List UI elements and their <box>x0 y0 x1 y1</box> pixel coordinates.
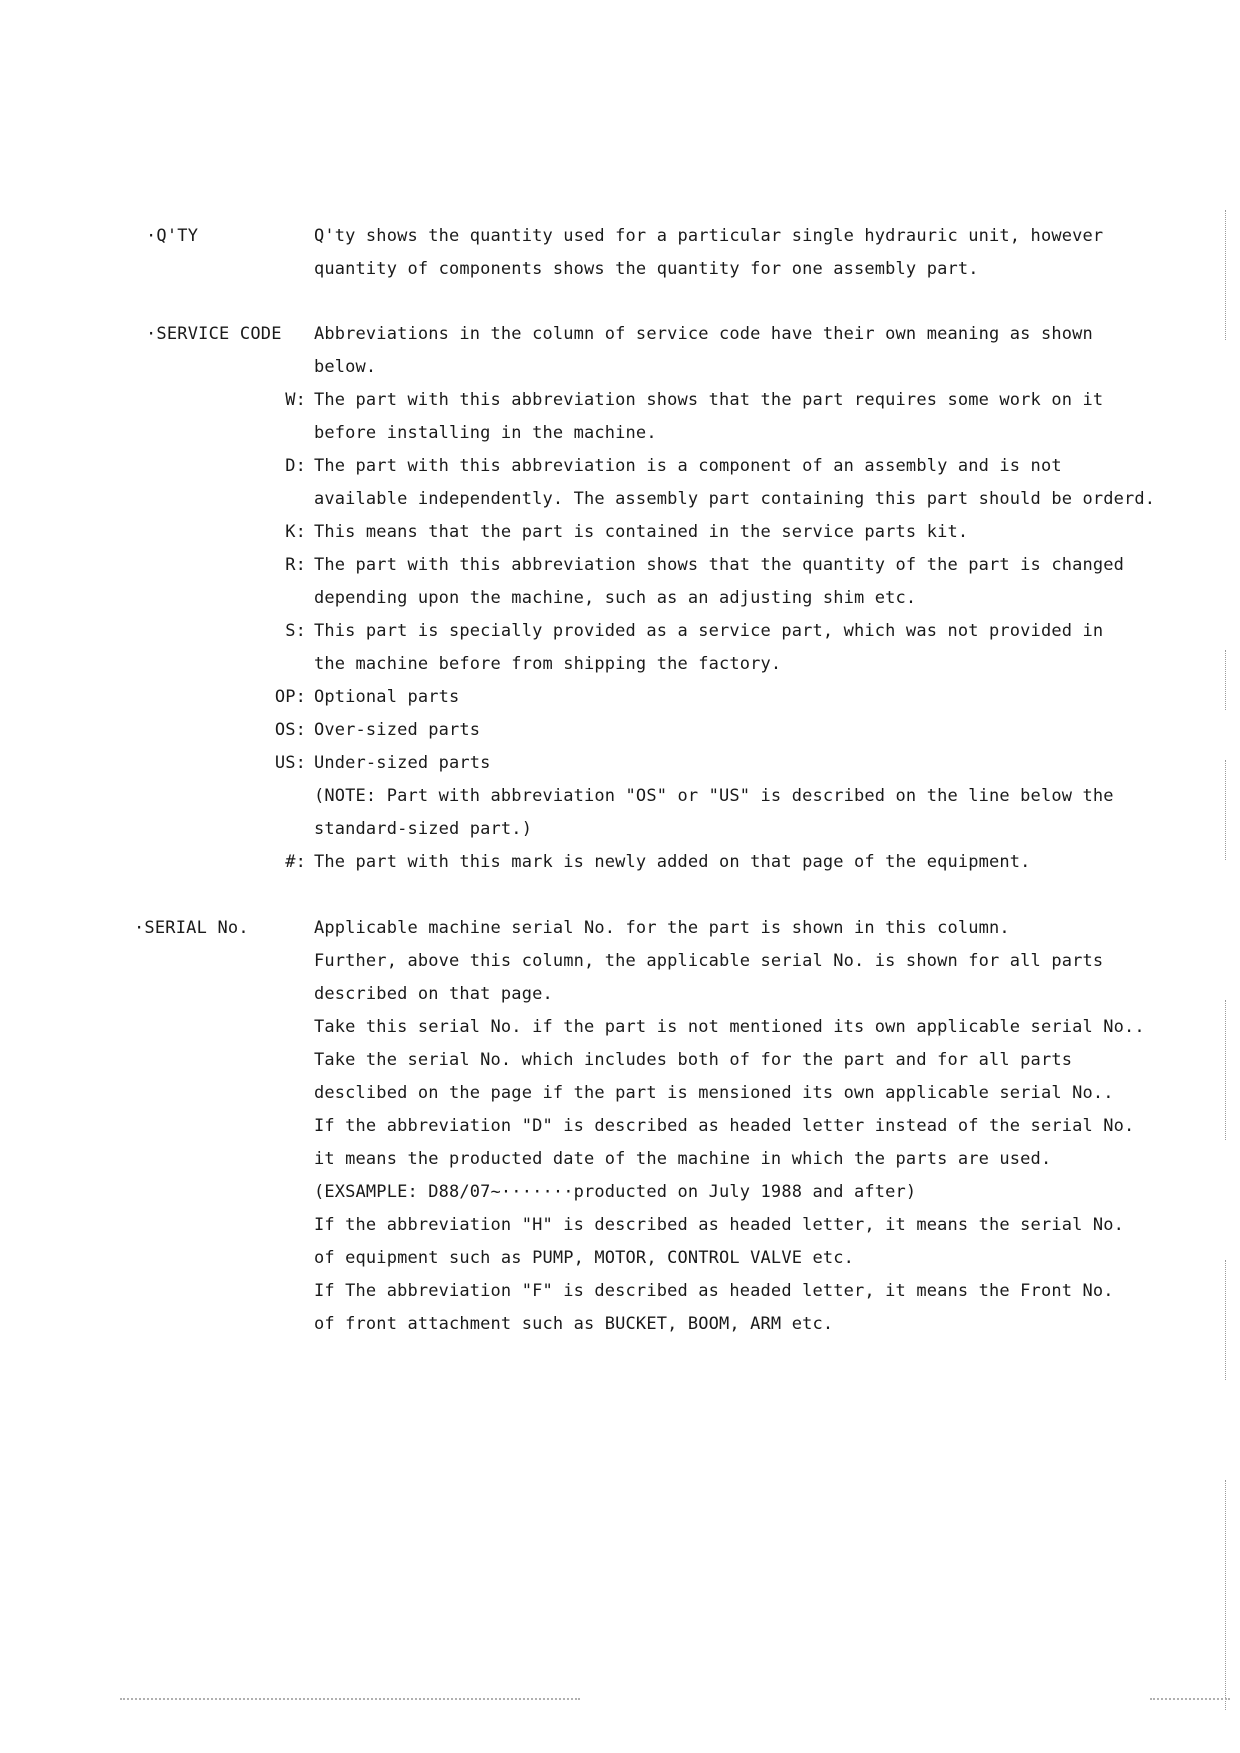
text-line: (EXSAMPLE: D88/07~·······producted on July 1988 and after) <box>314 1182 917 1202</box>
service-code-text <box>274 318 1214 879</box>
text-line: The part with this mark is newly added on that page of the equipment. <box>314 852 1031 872</box>
code-item-s <box>285 615 1214 681</box>
code-item-os <box>274 714 1214 747</box>
code-label: S: <box>285 621 306 641</box>
text-line: The part with this abbreviation shows that the part requires some work on it <box>314 390 1104 410</box>
code-label: K: <box>285 522 306 542</box>
qty-heading: ·Q'TY <box>146 226 199 246</box>
code-item-us <box>274 747 1214 846</box>
code-label: R: <box>285 555 306 575</box>
code-label: OS: <box>274 720 306 740</box>
text-line: it means the producted date of the machine in which the parts are used. <box>314 1149 1052 1169</box>
text-line: Over-sized parts <box>314 720 481 740</box>
scan-edge-artifact <box>1150 1698 1230 1701</box>
text-line: Applicable machine serial No. for the part is shown in this column. <box>314 918 1010 938</box>
text-line: If the abbreviation "H" is described as headed letter, it means the serial No. <box>314 1215 1125 1235</box>
text-line: Take the serial No. which includes both of for the part and for all parts <box>314 1050 1073 1070</box>
code-label: OP: <box>274 687 306 707</box>
text-line: This means that the part is contained in the service parts kit. <box>314 522 969 542</box>
text-line: If The abbreviation "F" is described as headed letter, it means the Front No. <box>314 1281 1114 1301</box>
text-line: The part with this abbreviation is a component of an assembly and is not <box>314 456 1062 476</box>
text-line: Take this serial No. if the part is not mentioned its own applicable serial No.. <box>314 1017 1145 1037</box>
code-label: #: <box>285 852 306 872</box>
text-line: before installing in the machine. <box>314 423 657 443</box>
text-line: Abbreviations in the column of service code have their own meaning as shown <box>314 324 1093 344</box>
text-line: Optional parts <box>314 687 460 707</box>
text-line: quantity of components shows the quantity for one assembly part. <box>314 259 979 279</box>
scan-edge-artifact <box>1224 1480 1226 1710</box>
serial-text <box>314 912 1214 1341</box>
code-item-hash <box>285 846 1214 879</box>
scan-edge-artifact <box>1224 650 1226 710</box>
code-label: D: <box>285 456 306 476</box>
text-line: Q'ty shows the quantity used for a particular single hydrauric unit, however <box>314 226 1104 246</box>
text-line: of front attachment such as BUCKET, BOOM, ARM etc. <box>314 1314 834 1334</box>
scan-edge-artifact <box>1224 760 1226 860</box>
text-line: The part with this abbreviation shows that the quantity of the part is changed <box>314 555 1125 575</box>
text-line: This part is specially provided as a service part, which was not provided in <box>314 621 1104 641</box>
serial-heading: ·SERIAL No. <box>134 918 249 938</box>
text-line: desclibed on the page if the part is mensioned its own applicable serial No.. <box>314 1083 1114 1103</box>
code-item-k <box>285 516 1214 549</box>
code-item-r <box>285 549 1214 615</box>
text-line: If the abbreviation "D" is described as headed letter instead of the serial No. <box>314 1116 1135 1136</box>
text-line: standard-sized part.) <box>314 819 533 839</box>
code-label: W: <box>285 390 306 410</box>
text-line: of equipment such as PUMP, MOTOR, CONTROL VALVE etc. <box>314 1248 855 1268</box>
text-line: the machine before from shipping the factory. <box>314 654 782 674</box>
scan-edge-artifact <box>1224 1000 1226 1140</box>
scan-edge-artifact <box>120 1698 580 1701</box>
scan-edge-artifact <box>1224 210 1226 340</box>
scan-edge-artifact <box>1224 1260 1226 1380</box>
text-line: described on that page. <box>314 984 553 1004</box>
code-item-op <box>274 681 1214 714</box>
text-line: Under-sized parts <box>314 753 491 773</box>
service-code-heading: ·SERVICE CODE <box>146 324 282 344</box>
code-item-d <box>285 450 1214 516</box>
text-line: below. <box>314 357 377 377</box>
text-line: Further, above this column, the applicable serial No. is shown for all parts <box>314 951 1104 971</box>
text-line: (NOTE: Part with abbreviation "OS" or "US" is described on the line below the <box>314 786 1114 806</box>
text-line: depending upon the machine, such as an adjusting shim etc. <box>314 588 917 608</box>
code-item-w <box>285 384 1214 450</box>
code-label: US: <box>274 753 306 773</box>
qty-text <box>314 220 1214 286</box>
text-line: available independently. The assembly part containing this part should be orderd. <box>314 489 1156 509</box>
